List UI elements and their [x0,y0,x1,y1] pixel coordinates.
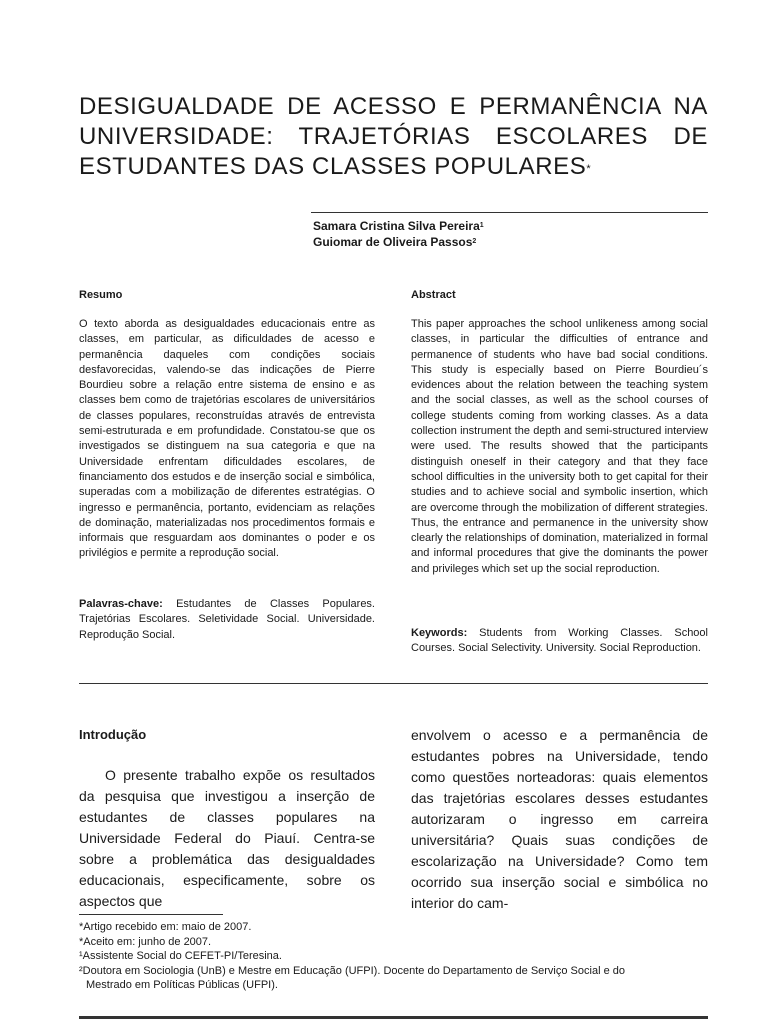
intro-heading: Introdução [79,727,147,742]
title-line-3: ESTUDANTES DAS CLASSES POPULARES* [79,153,592,180]
abstract-keywords: Keywords: Students from Working Classes. School Courses. Social Selectivity. University. Social Reproduction. [411,627,708,655]
footnote-divider [79,914,223,915]
author-list [313,218,484,250]
footnote-accepted: *Aceito em: junho de 2007. [79,935,212,948]
title-line-2: UNIVERSIDADE: TRAJETÓRIAS ESCOLARES DE [79,123,708,150]
footnote-author-2: ²Doutora em Sociologia (UnB) e Mestre em Educação (UFPI). Docente do Departamento de Serviço Social e do [79,964,625,977]
resumo-heading: Resumo [79,289,123,301]
abstract-text: This paper approaches the school unlikeness among social classes, in particular the difficulties of entrance and permanence of students who have bad social conditions. This study is especially based on Pierre Bourdieu´s evidences about the relation between the teaching system and the social classes, as well as the school courses of college students coming from working classes. As a data collection instrument the depth and semi-structured interview were used. The results showed that the participants distinguish oneself in their category and that they face school difficulties in the university both to get capital for their studies and to achieve social and symbolic insertion, which are overcome through the mobilization of different strategies. Thus, the entrance and permanence in the university show clearly the relationships of domination, materialized in formal and informal procedures that give the dominants the power and privileges which set up the social reproduction. [411,318,708,575]
section-divider [79,683,708,684]
intro-right-column: envolvem o acesso e a permanência de estudantes pobres na Universidade, tendo como questões norteadoras: quais elementos das trajetórias escolares desses estudantes autorizaram o ingresso em carreira universitária? Quais suas condições de escolarização na Universidade? Como tem ocorrido sua inserção social e simbólica no interior do cam- [411,727,708,911]
abstract-heading: Abstract [411,289,456,301]
title-footnote-marker: * [586,163,592,175]
intro-left-column: O presente trabalho expõe os resultados da pesquisa que investigou a inserção de estudantes de classes populares na Universidade Federal do Piauí. Centra-se sobre a problemática das desigualdades educacionais, especificamente, sobre os aspectos que [79,767,375,909]
footnote-author-1: ¹Assistente Social do CEFET-PI/Teresina. [79,950,282,962]
article-title [79,92,708,182]
resumo-keywords: Palavras-chave: Estudantes de Classes Populares. Trajetórias Escolares. Seletividade Social. Universidade. Reprodução Social. [79,598,375,641]
page-footer-rule [79,1016,708,1019]
footnote-received: *Artigo recebido em: maio de 2007. [79,921,252,933]
footnote-author-2-cont: Mestrado em Políticas Públicas (UFPI). [86,979,278,991]
resumo-text: O texto aborda as desigualdades educacionais entre as classes, em particular, as dificuldades de acesso e permanência daqueles com condições sociais desfavorecidas, valendo-se das indicações de Pierre Bourdieu sobre a relação entre sistema de ensino e as classes bem como de trajetórias escolares de universitários de classes populares, reconstruídas através de entrevista semi-estruturada e em profundidade. Constatou-se que os investigados se distinguem na sua categoria e que na Universidade enfrentam dificuldades escolares, de financiamento dos estudos e de inserção social e simbólica, superadas com a mobilização de diferentes estratégias. O ingresso e permanência, portanto, evidenciam as relações de dominação, materializadas nos procedimentos formais e informais que resguardam aos dominantes o poder e os privilégios e permite a reprodução social. [79,318,375,560]
author-2: Guiomar de Oliveira Passos$^2$ [313,235,477,249]
title-line-1: DESIGUALDADE DE ACESSO E PERMANÊNCIA NA [79,93,708,120]
author-1: Samara Cristina Silva Pereira$^1$ [313,219,484,233]
author-divider [311,212,708,213]
footnotes [79,920,708,993]
